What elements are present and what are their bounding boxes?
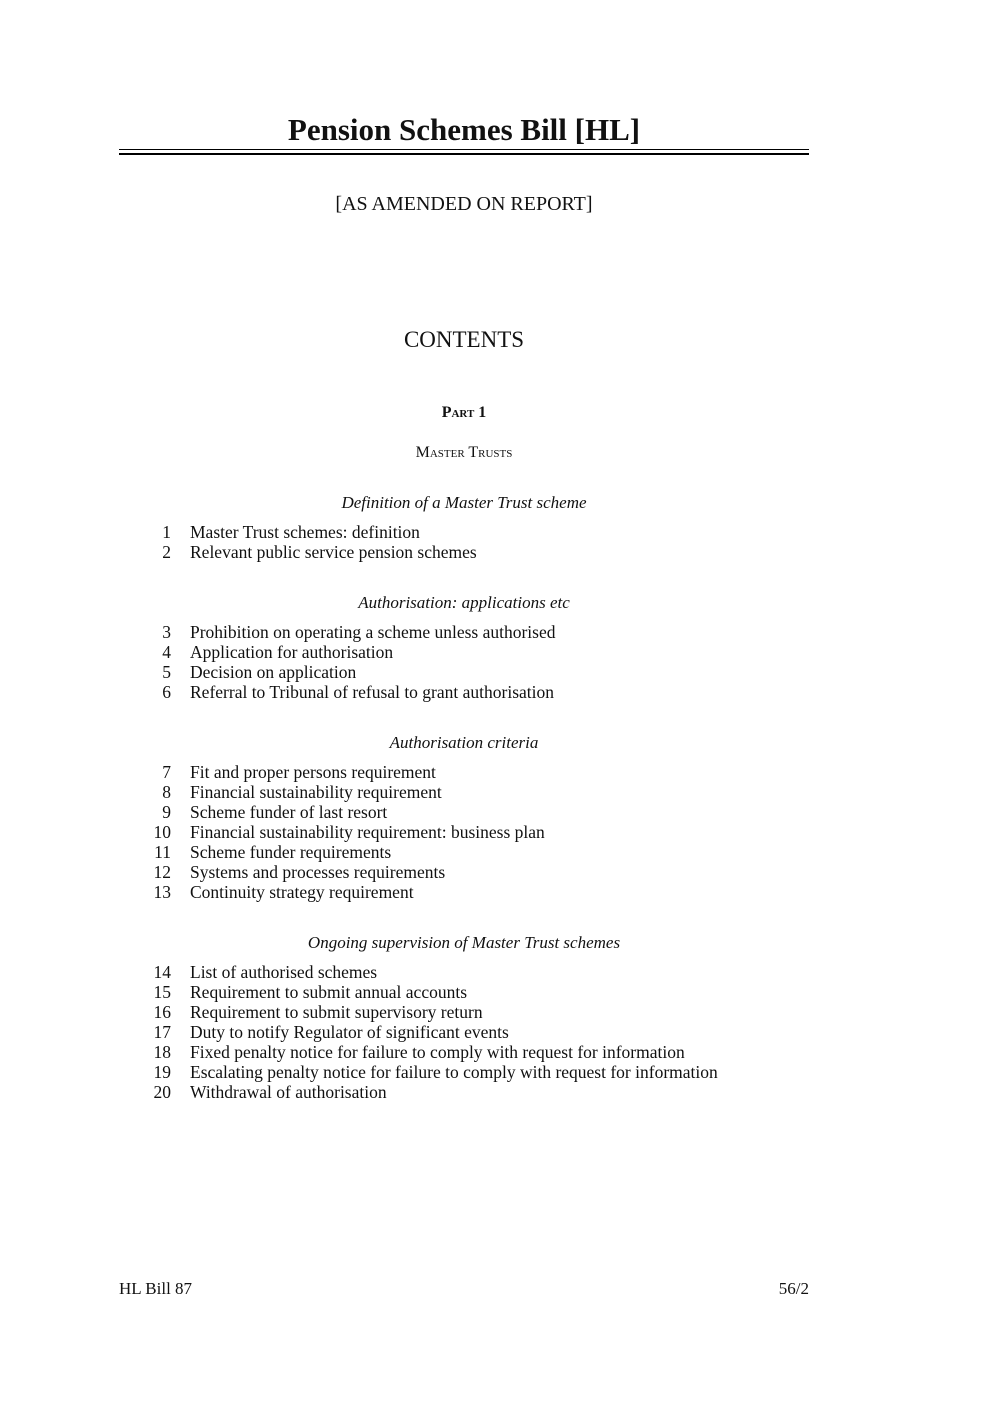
clause-number: 4 xyxy=(162,642,171,662)
bill-status: [AS AMENDED ON REPORT] xyxy=(335,193,593,215)
clause-title: Requirement to submit annual accounts xyxy=(190,982,468,1002)
clause-number: 3 xyxy=(162,622,171,642)
clause-title: Withdrawal of authorisation xyxy=(190,1082,387,1102)
contents-group xyxy=(119,592,809,702)
part-label: Part 1 xyxy=(441,404,487,421)
clause-title: Continuity strategy requirement xyxy=(190,882,414,902)
title-rule-thick xyxy=(119,153,809,155)
title-rule-thin xyxy=(119,149,809,150)
clause-number: 5 xyxy=(162,662,171,682)
clause-title: Scheme funder of last resort xyxy=(190,802,388,822)
clause-number: 18 xyxy=(153,1042,171,1062)
contents-item[interactable] xyxy=(119,962,809,982)
contents-item[interactable] xyxy=(119,802,809,822)
clause-number: 10 xyxy=(153,822,171,842)
clause-title: Master Trust schemes: definition xyxy=(190,522,420,542)
clause-title: Escalating penalty notice for failure to comply with request for information xyxy=(190,1062,718,1082)
clause-title: Referral to Tribunal of refusal to grant authorisation xyxy=(190,682,555,702)
contents-item[interactable] xyxy=(119,982,809,1002)
part-title: Master Trusts xyxy=(415,444,513,461)
clause-number: 12 xyxy=(153,862,171,882)
clause-number: 11 xyxy=(154,842,171,862)
group-heading: Authorisation criteria xyxy=(389,733,539,752)
clause-title: Financial sustainability requirement xyxy=(190,782,442,802)
contents-item[interactable] xyxy=(119,642,809,662)
contents-item[interactable] xyxy=(119,622,809,642)
contents-item[interactable] xyxy=(119,1082,809,1102)
bill-reference: HL Bill 87 xyxy=(119,1279,193,1298)
clause-number: 14 xyxy=(153,962,171,982)
bill-title: Pension Schemes Bill [HL] xyxy=(287,112,641,147)
contents-group xyxy=(119,492,809,562)
clause-title: Decision on application xyxy=(190,662,357,682)
contents-item[interactable] xyxy=(119,522,809,542)
contents-item[interactable] xyxy=(119,1022,809,1042)
contents-item[interactable] xyxy=(119,542,809,562)
clause-title: Systems and processes requirements xyxy=(190,862,446,882)
clause-title: Financial sustainability requirement: business plan xyxy=(190,822,545,842)
contents-item[interactable] xyxy=(119,782,809,802)
contents-item[interactable] xyxy=(119,762,809,782)
contents-item[interactable] xyxy=(119,842,809,862)
contents-item[interactable] xyxy=(119,662,809,682)
clause-number: 9 xyxy=(162,802,171,822)
group-heading: Ongoing supervision of Master Trust schemes xyxy=(307,933,621,952)
clause-title: List of authorised schemes xyxy=(190,962,378,982)
clause-number: 8 xyxy=(162,782,171,802)
clause-number: 2 xyxy=(162,542,171,562)
clause-title: Scheme funder requirements xyxy=(190,842,392,862)
clause-title: Fit and proper persons requirement xyxy=(190,762,436,782)
clause-number: 6 xyxy=(162,682,171,702)
clause-number: 17 xyxy=(153,1022,171,1042)
clause-number: 1 xyxy=(162,522,171,542)
clause-number: 15 xyxy=(153,982,171,1002)
contents-item[interactable] xyxy=(119,1062,809,1082)
group-heading: Definition of a Master Trust scheme xyxy=(341,493,587,512)
group-heading: Authorisation: applications etc xyxy=(358,593,570,612)
clause-title: Duty to notify Regulator of significant events xyxy=(190,1022,509,1042)
clause-number: 16 xyxy=(153,1002,171,1022)
clause-title: Application for authorisation xyxy=(190,642,394,662)
contents-heading: CONTENTS xyxy=(403,327,525,352)
contents-item[interactable] xyxy=(119,1042,809,1062)
contents-item[interactable] xyxy=(119,882,809,902)
clause-title: Requirement to submit supervisory return xyxy=(190,1002,483,1022)
clause-title: Prohibition on operating a scheme unless authorised xyxy=(190,622,556,642)
bill-number: 56/2 xyxy=(778,1279,809,1298)
clause-number: 13 xyxy=(153,882,171,902)
contents-item[interactable] xyxy=(119,822,809,842)
contents-item[interactable] xyxy=(119,682,809,702)
contents-group xyxy=(119,732,809,902)
clause-number: 20 xyxy=(153,1082,171,1102)
clause-title: Fixed penalty notice for failure to comply with request for information xyxy=(190,1042,685,1062)
clause-title: Relevant public service pension schemes xyxy=(190,542,477,562)
contents-item[interactable] xyxy=(119,1002,809,1022)
contents-group xyxy=(119,932,809,1102)
document-page xyxy=(119,0,809,1403)
clause-number: 7 xyxy=(162,762,171,782)
contents-item[interactable] xyxy=(119,862,809,882)
clause-number: 19 xyxy=(153,1062,171,1082)
